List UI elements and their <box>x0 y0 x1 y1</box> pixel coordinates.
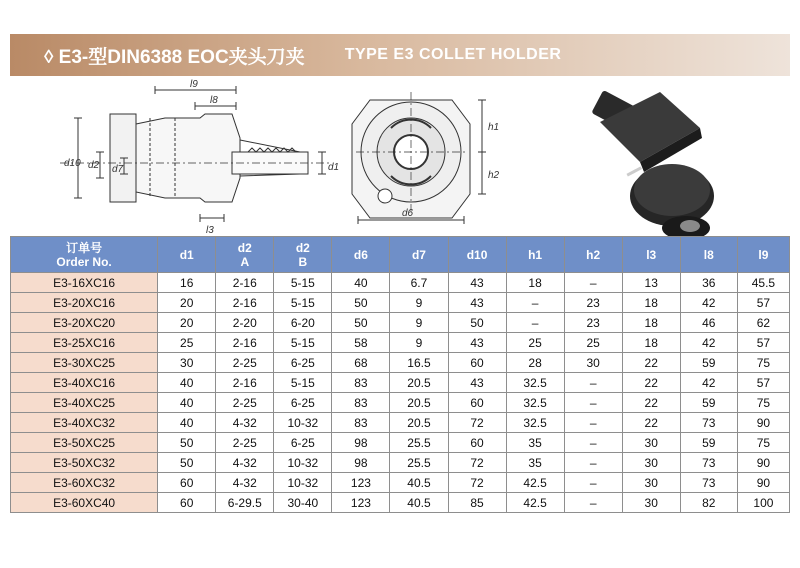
order-number-cell: E3-50XC32 <box>11 453 158 473</box>
table-cell: 2-25 <box>216 353 274 373</box>
table-cell: 36 <box>680 273 737 293</box>
table-cell: 25.5 <box>390 433 448 453</box>
table-cell: 22 <box>622 413 680 433</box>
table-cell: – <box>564 373 622 393</box>
table-cell: 50 <box>332 293 390 313</box>
order-number-cell: E3-40XC16 <box>11 373 158 393</box>
table-cell: 20 <box>158 313 216 333</box>
order-number-cell: E3-60XC32 <box>11 473 158 493</box>
table-cell: 5-15 <box>274 373 332 393</box>
collet-holder-photo <box>591 90 714 238</box>
table-cell: 25 <box>564 333 622 353</box>
table-cell: – <box>564 273 622 293</box>
table-cell: 42 <box>680 293 737 313</box>
table-cell: 60 <box>158 493 216 513</box>
table-cell: 58 <box>332 333 390 353</box>
table-cell: 2-16 <box>216 373 274 393</box>
table-cell: 30-40 <box>274 493 332 513</box>
column-header-line1: h1 <box>528 247 543 262</box>
column-header-line2: A <box>240 254 250 269</box>
column-header-line1: l9 <box>758 247 769 262</box>
order-number-cell: E3-40XC32 <box>11 413 158 433</box>
table-row <box>11 333 790 353</box>
order-number-cell: E3-30XC25 <box>11 353 158 373</box>
table-cell: 62 <box>737 313 789 333</box>
table-cell: 90 <box>737 473 789 493</box>
table-cell: 50 <box>448 313 506 333</box>
label-d1: d1 <box>328 162 340 173</box>
table-cell: 73 <box>680 453 737 473</box>
table-cell: 73 <box>680 473 737 493</box>
table-cell: 10-32 <box>274 453 332 473</box>
table-cell: 6-25 <box>274 353 332 373</box>
table-cell: 50 <box>158 433 216 453</box>
column-header <box>680 237 737 273</box>
table-cell: 100 <box>737 493 789 513</box>
table-cell: 22 <box>622 373 680 393</box>
table-row <box>11 473 790 493</box>
front-view-drawing <box>352 92 486 224</box>
label-d7: d7 <box>112 164 124 175</box>
table-row <box>11 433 790 453</box>
table-cell: 35 <box>506 453 564 473</box>
table-cell: 42.5 <box>506 473 564 493</box>
column-header-line1: d2 <box>295 240 310 255</box>
table-cell: 6-29.5 <box>216 493 274 513</box>
table-cell: 13 <box>622 273 680 293</box>
table-cell: 75 <box>737 353 789 373</box>
label-h1: h1 <box>488 122 500 133</box>
table-cell: 4-32 <box>216 413 274 433</box>
table-cell: 85 <box>448 493 506 513</box>
table-cell: 82 <box>680 493 737 513</box>
column-header <box>622 237 680 273</box>
table-cell: 20.5 <box>390 393 448 413</box>
table-cell: 90 <box>737 413 789 433</box>
table-cell: 123 <box>332 493 390 513</box>
title-english: TYPE E3 COLLET HOLDER <box>344 46 562 63</box>
column-header <box>332 237 390 273</box>
table-row <box>11 413 790 433</box>
table-cell: 30 <box>564 353 622 373</box>
table-cell: 57 <box>737 373 789 393</box>
order-number-cell: E3-20XC16 <box>11 293 158 313</box>
column-header-line1: 订单号 <box>66 240 103 255</box>
table-cell: 2-20 <box>216 313 274 333</box>
table-row <box>11 293 790 313</box>
table-cell: – <box>564 433 622 453</box>
table-cell: 18 <box>506 273 564 293</box>
table-cell: 25 <box>506 333 564 353</box>
table-cell: 40.5 <box>390 493 448 513</box>
table-cell: 43 <box>448 333 506 353</box>
table-cell: 9 <box>390 333 448 353</box>
column-header-line1: d7 <box>411 247 426 262</box>
table-cell: 2-25 <box>216 393 274 413</box>
table-cell: 60 <box>448 393 506 413</box>
table-row <box>11 373 790 393</box>
label-d10: d10 <box>64 158 81 169</box>
label-d2: d2 <box>88 160 100 171</box>
label-l9: l9 <box>190 79 198 90</box>
table-cell: 68 <box>332 353 390 373</box>
table-cell: – <box>506 313 564 333</box>
column-header-line1: l3 <box>646 247 657 262</box>
table-cell: 30 <box>622 453 680 473</box>
column-header <box>564 237 622 273</box>
table-cell: 23 <box>564 293 622 313</box>
table-cell: 60 <box>448 433 506 453</box>
table-cell: 20.5 <box>390 413 448 433</box>
table-cell: 30 <box>622 493 680 513</box>
table-row <box>11 393 790 413</box>
table-cell: 5-15 <box>274 293 332 313</box>
table-cell: 20 <box>158 293 216 313</box>
table-row <box>11 313 790 333</box>
table-cell: 22 <box>622 393 680 413</box>
table-row <box>11 453 790 473</box>
table-cell: – <box>564 453 622 473</box>
table-cell: 75 <box>737 433 789 453</box>
table-cell: 45.5 <box>737 273 789 293</box>
column-header <box>448 237 506 273</box>
label-l8: l8 <box>210 95 218 106</box>
table-cell: 60 <box>448 353 506 373</box>
table-cell: – <box>564 473 622 493</box>
label-d6: d6 <box>402 208 414 219</box>
spec-table-header <box>11 237 790 273</box>
table-cell: 2-16 <box>216 273 274 293</box>
table-cell: 18 <box>622 333 680 353</box>
table-cell: 57 <box>737 333 789 353</box>
table-cell: 2-16 <box>216 333 274 353</box>
table-cell: 2-25 <box>216 433 274 453</box>
table-cell: 10-32 <box>274 473 332 493</box>
table-cell: 59 <box>680 353 737 373</box>
table-cell: 22 <box>622 353 680 373</box>
title-banner <box>10 34 790 76</box>
table-cell: 43 <box>448 293 506 313</box>
table-cell: 9 <box>390 293 448 313</box>
table-cell: 50 <box>158 453 216 473</box>
column-header <box>216 237 274 273</box>
column-header <box>737 237 789 273</box>
table-cell: 32.5 <box>506 413 564 433</box>
table-cell: 123 <box>332 473 390 493</box>
table-cell: 40.5 <box>390 473 448 493</box>
table-cell: 16 <box>158 273 216 293</box>
table-cell: 40 <box>332 273 390 293</box>
table-cell: 5-15 <box>274 333 332 353</box>
table-cell: 16.5 <box>390 353 448 373</box>
column-header <box>390 237 448 273</box>
order-number-cell: E3-50XC25 <box>11 433 158 453</box>
table-cell: 35 <box>506 433 564 453</box>
title-chinese: ◊ E3-型DIN6388 EOC夹头刀夹 <box>44 46 305 68</box>
table-cell: 4-32 <box>216 473 274 493</box>
order-number-cell: E3-16XC16 <box>11 273 158 293</box>
column-header-line2: B <box>298 254 308 269</box>
table-cell: 10-32 <box>274 413 332 433</box>
table-cell: 23 <box>564 313 622 333</box>
order-number-cell: E3-60XC40 <box>11 493 158 513</box>
table-cell: – <box>564 393 622 413</box>
table-cell: 98 <box>332 433 390 453</box>
column-header-line1: l8 <box>703 247 714 262</box>
table-cell: 6-20 <box>274 313 332 333</box>
table-cell: 32.5 <box>506 393 564 413</box>
header-row <box>11 237 790 273</box>
column-header-line1: d6 <box>353 247 368 262</box>
column-header <box>506 237 564 273</box>
table-cell: 42 <box>680 333 737 353</box>
table-cell: 75 <box>737 393 789 413</box>
table-cell: 46 <box>680 313 737 333</box>
table-cell: 42.5 <box>506 493 564 513</box>
table-cell: 9 <box>390 313 448 333</box>
table-row <box>11 353 790 373</box>
spec-table-body <box>11 273 790 513</box>
table-cell: 90 <box>737 453 789 473</box>
table-cell: – <box>564 413 622 433</box>
table-row <box>11 273 790 293</box>
table-cell: 83 <box>332 373 390 393</box>
label-l3: l3 <box>206 225 214 236</box>
table-cell: 43 <box>448 373 506 393</box>
table-cell: 30 <box>622 433 680 453</box>
table-cell: 6-25 <box>274 393 332 413</box>
column-header-line1: d2 <box>237 240 252 255</box>
table-cell: 18 <box>622 313 680 333</box>
side-view-drawing <box>60 86 330 222</box>
table-row <box>11 493 790 513</box>
spec-table <box>10 236 790 513</box>
table-cell: 25 <box>158 333 216 353</box>
table-cell: 4-32 <box>216 453 274 473</box>
table-cell: 40 <box>158 373 216 393</box>
order-number-cell: E3-20XC20 <box>11 313 158 333</box>
table-cell: 59 <box>680 433 737 453</box>
table-cell: – <box>564 493 622 513</box>
order-number-cell: E3-40XC25 <box>11 393 158 413</box>
table-cell: 43 <box>448 273 506 293</box>
column-header-line1: h2 <box>586 247 601 262</box>
table-cell: 25.5 <box>390 453 448 473</box>
table-cell: 72 <box>448 453 506 473</box>
table-cell: 18 <box>622 293 680 313</box>
table-cell: 20.5 <box>390 373 448 393</box>
table-cell: 32.5 <box>506 373 564 393</box>
table-cell: 30 <box>622 473 680 493</box>
table-cell: 5-15 <box>274 273 332 293</box>
table-cell: 28 <box>506 353 564 373</box>
table-cell: 6-25 <box>274 433 332 453</box>
column-header <box>11 237 158 273</box>
order-number-cell: E3-25XC16 <box>11 333 158 353</box>
table-cell: 72 <box>448 473 506 493</box>
column-header-line1: d10 <box>466 247 488 262</box>
table-cell: 40 <box>158 393 216 413</box>
table-cell: 6.7 <box>390 273 448 293</box>
technical-drawing <box>0 78 800 238</box>
label-h2: h2 <box>488 170 500 181</box>
table-cell: 72 <box>448 413 506 433</box>
table-cell: 42 <box>680 373 737 393</box>
table-cell: 60 <box>158 473 216 493</box>
table-cell: – <box>506 293 564 313</box>
column-header <box>158 237 216 273</box>
table-cell: 73 <box>680 413 737 433</box>
table-cell: 40 <box>158 413 216 433</box>
table-cell: 57 <box>737 293 789 313</box>
table-cell: 2-16 <box>216 293 274 313</box>
table-cell: 83 <box>332 393 390 413</box>
table-cell: 98 <box>332 453 390 473</box>
table-cell: 50 <box>332 313 390 333</box>
table-cell: 83 <box>332 413 390 433</box>
table-cell: 59 <box>680 393 737 413</box>
column-header-line1: d1 <box>179 247 194 262</box>
table-cell: 30 <box>158 353 216 373</box>
column-header-line2: Order No. <box>56 254 112 269</box>
column-header <box>274 237 332 273</box>
